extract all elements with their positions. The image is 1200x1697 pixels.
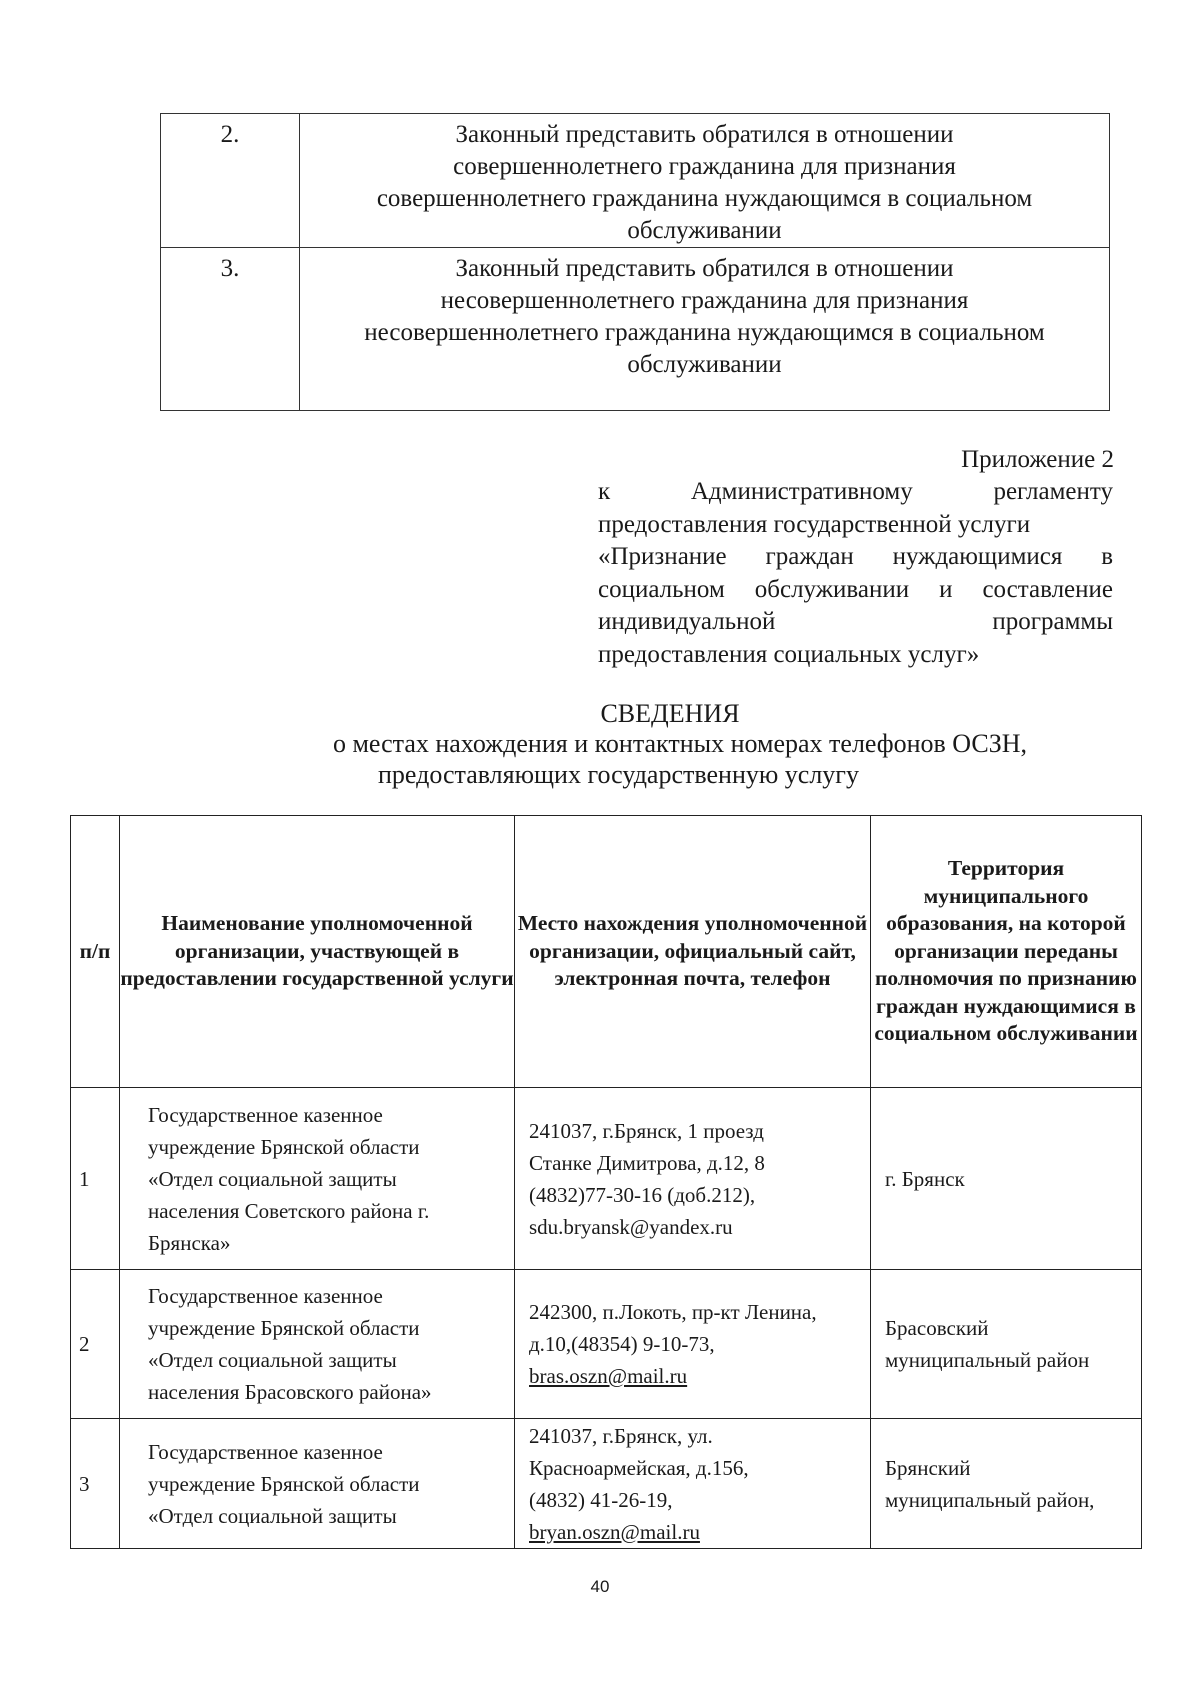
header-organization: Наименование уполномоченной организации, участвующей в предоставлении государственной услуги — [120, 816, 515, 1088]
header-location: Место нахождения уполномоченной организации, официальный сайт, электронная почта, телефон — [515, 816, 871, 1088]
territory — [871, 1270, 1142, 1419]
table-row — [71, 1270, 1142, 1419]
table-row — [71, 1088, 1142, 1270]
appendix-line: предоставления государственной услуги — [598, 510, 1031, 538]
text-line: г. Брянск — [885, 1166, 965, 1191]
text-line: Государственное казенное — [148, 1102, 383, 1127]
text-line: учреждение Брянской области — [148, 1134, 420, 1159]
text-line: Брянска» — [148, 1230, 231, 1255]
organization-address — [515, 1088, 871, 1270]
text-line: населения Брасовского района» — [148, 1380, 432, 1404]
organization-address — [515, 1419, 871, 1549]
text-line: (4832)77-30-16 (доб.212), — [529, 1182, 756, 1207]
text-line: Красноармейская, д.156, — [529, 1455, 749, 1480]
organization-address — [515, 1270, 871, 1419]
text-line: «Отдел социальной защиты — [148, 1503, 397, 1528]
text-line: муниципальный район, — [885, 1487, 1095, 1512]
row-number: 2 — [71, 1270, 120, 1419]
text-line: населения Советского района г. — [148, 1198, 430, 1223]
row-text — [300, 114, 1110, 248]
text-line: 241037, г.Брянск, 1 проезд — [529, 1118, 764, 1143]
row-number: 2. — [161, 114, 300, 248]
text-line: обслуживании — [627, 351, 782, 378]
text-line: совершеннолетнего гражданина для признания — [453, 153, 956, 180]
email-link[interactable]: sdu.bryansk@yandex.ru — [529, 1214, 733, 1239]
text-line: д.10,(48354) 9-10-73, — [529, 1332, 715, 1356]
table-header-row — [71, 816, 1142, 1088]
territory — [871, 1419, 1142, 1549]
text-line: «Отдел социальной защиты — [148, 1166, 397, 1191]
email-link[interactable]: bras.oszn@mail.ru — [529, 1364, 688, 1388]
text-line: Государственное казенное — [148, 1284, 383, 1308]
appendix-reference — [598, 476, 1113, 671]
text-line: «Отдел социальной защиты — [148, 1348, 397, 1372]
page-number: 40 — [590, 1577, 610, 1596]
text-line: муниципальный район — [885, 1348, 1090, 1372]
organization-name — [120, 1419, 515, 1549]
document-title: СВЕДЕНИЯ — [600, 699, 740, 728]
appendix-line: индивидуальной программы — [598, 608, 1113, 635]
row-text — [300, 248, 1110, 411]
text-line: обслуживании — [627, 217, 782, 244]
row-number: 3 — [71, 1419, 120, 1549]
text-line: Брасовский — [885, 1316, 989, 1340]
text-line: несовершеннолетнего гражданина для признания — [440, 287, 969, 314]
oszn-contacts-table — [70, 815, 1142, 1549]
appendix-line: социальном обслуживании и составление — [598, 575, 1113, 603]
organization-name — [120, 1270, 515, 1419]
services-cases-table — [160, 113, 1110, 411]
text-line: (4832) 41-26-19, — [529, 1487, 673, 1512]
text-line: Законный представить обратился в отношении — [455, 121, 954, 148]
table-row — [71, 1419, 1142, 1549]
email-link[interactable]: bryan.oszn@mail.ru — [529, 1519, 700, 1544]
text-line: 242300, п.Локоть, пр-кт Ленина, — [529, 1300, 817, 1324]
organization-name — [120, 1088, 515, 1270]
header-territory: Территория муниципального образования, на которой организации переданы полномочия по признанию граждан нуждающимися в социальном обслуживании — [871, 816, 1142, 1088]
row-number: 1 — [71, 1088, 120, 1270]
appendix-title: Приложение 2 — [961, 446, 1114, 473]
table-row — [161, 248, 1110, 411]
text-line: Станке Димитрова, д.12, 8 — [529, 1150, 765, 1175]
text-line: 241037, г.Брянск, ул. — [529, 1423, 713, 1448]
text-line: Брянский — [885, 1455, 971, 1480]
text-line: учреждение Брянской области — [148, 1471, 420, 1496]
text-line: учреждение Брянской области — [148, 1316, 420, 1340]
text-line: совершеннолетнего гражданина нуждающимся в социальном — [376, 185, 1033, 212]
document-subtitle-line-1: о местах нахождения и контактных номерах телефонов ОСЗН, — [332, 729, 1028, 758]
header-number: п/п — [71, 816, 120, 1088]
row-number: 3. — [161, 248, 300, 411]
appendix-line: «Признание граждан нуждающимися в — [598, 543, 1113, 570]
text-line: Государственное казенное — [148, 1439, 383, 1464]
document-subtitle-line-2: предоставляющих государственную услугу — [378, 760, 859, 789]
territory — [871, 1088, 1142, 1270]
text-line: Законный представить обратился в отношении — [455, 255, 954, 282]
appendix-line: к Административному регламенту — [598, 478, 1113, 505]
appendix-line: предоставления социальных услуг» — [598, 640, 980, 668]
text-line: несовершеннолетнего гражданина нуждающимся в социальном — [364, 319, 1045, 346]
table-row — [161, 114, 1110, 248]
